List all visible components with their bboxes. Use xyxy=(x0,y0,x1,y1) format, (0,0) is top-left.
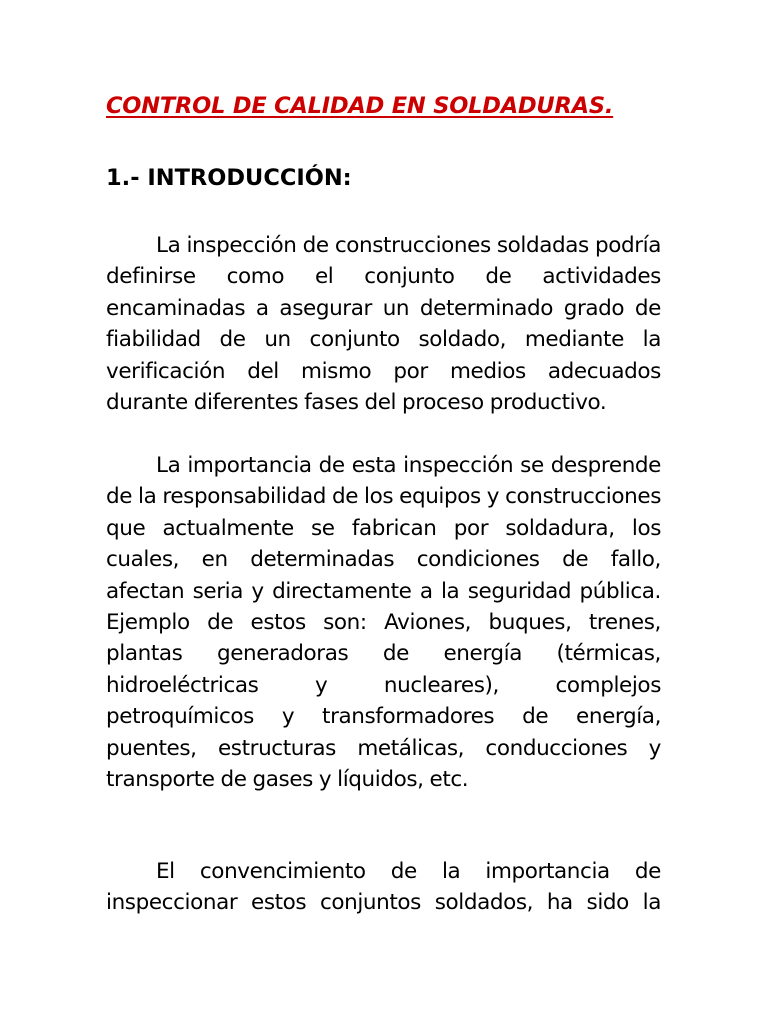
paragraph-2: La importancia de esta inspección se desprende de la responsabilidad de los equipos y construcciones que actualmente se fabrican por soldadura, los cuales, en determinadas condiciones de fallo, afectan seria y directamente a la seguridad pública. Ejemplo de estos son: Aviones, buques, trenes, plantas generadoras de energía (térmicas, hidroeléctricas y nucleares), complejos petroquímicos y transformadores de energía, puentes, estructuras metálicas, conducciones y transporte de gases y líquidos, etc. xyxy=(106,453,661,793)
paragraph-1: La inspección de construcciones soldadas podría definirse como el conjunto de actividades encaminadas a asegurar un determinado grado de fiabilidad de un conjunto soldado, mediante la verificación del mismo por medios adecuados durante diferentes fases del proceso productivo. xyxy=(106,233,661,416)
paragraph-3: El convencimiento de la importancia de inspeccionar estos conjuntos soldados, ha sido la xyxy=(106,859,661,916)
document-title: CONTROL DE CALIDAD EN SOLDADURAS. xyxy=(106,93,614,119)
section-heading-introduccion: 1.- INTRODUCCIÓN: xyxy=(106,165,352,191)
